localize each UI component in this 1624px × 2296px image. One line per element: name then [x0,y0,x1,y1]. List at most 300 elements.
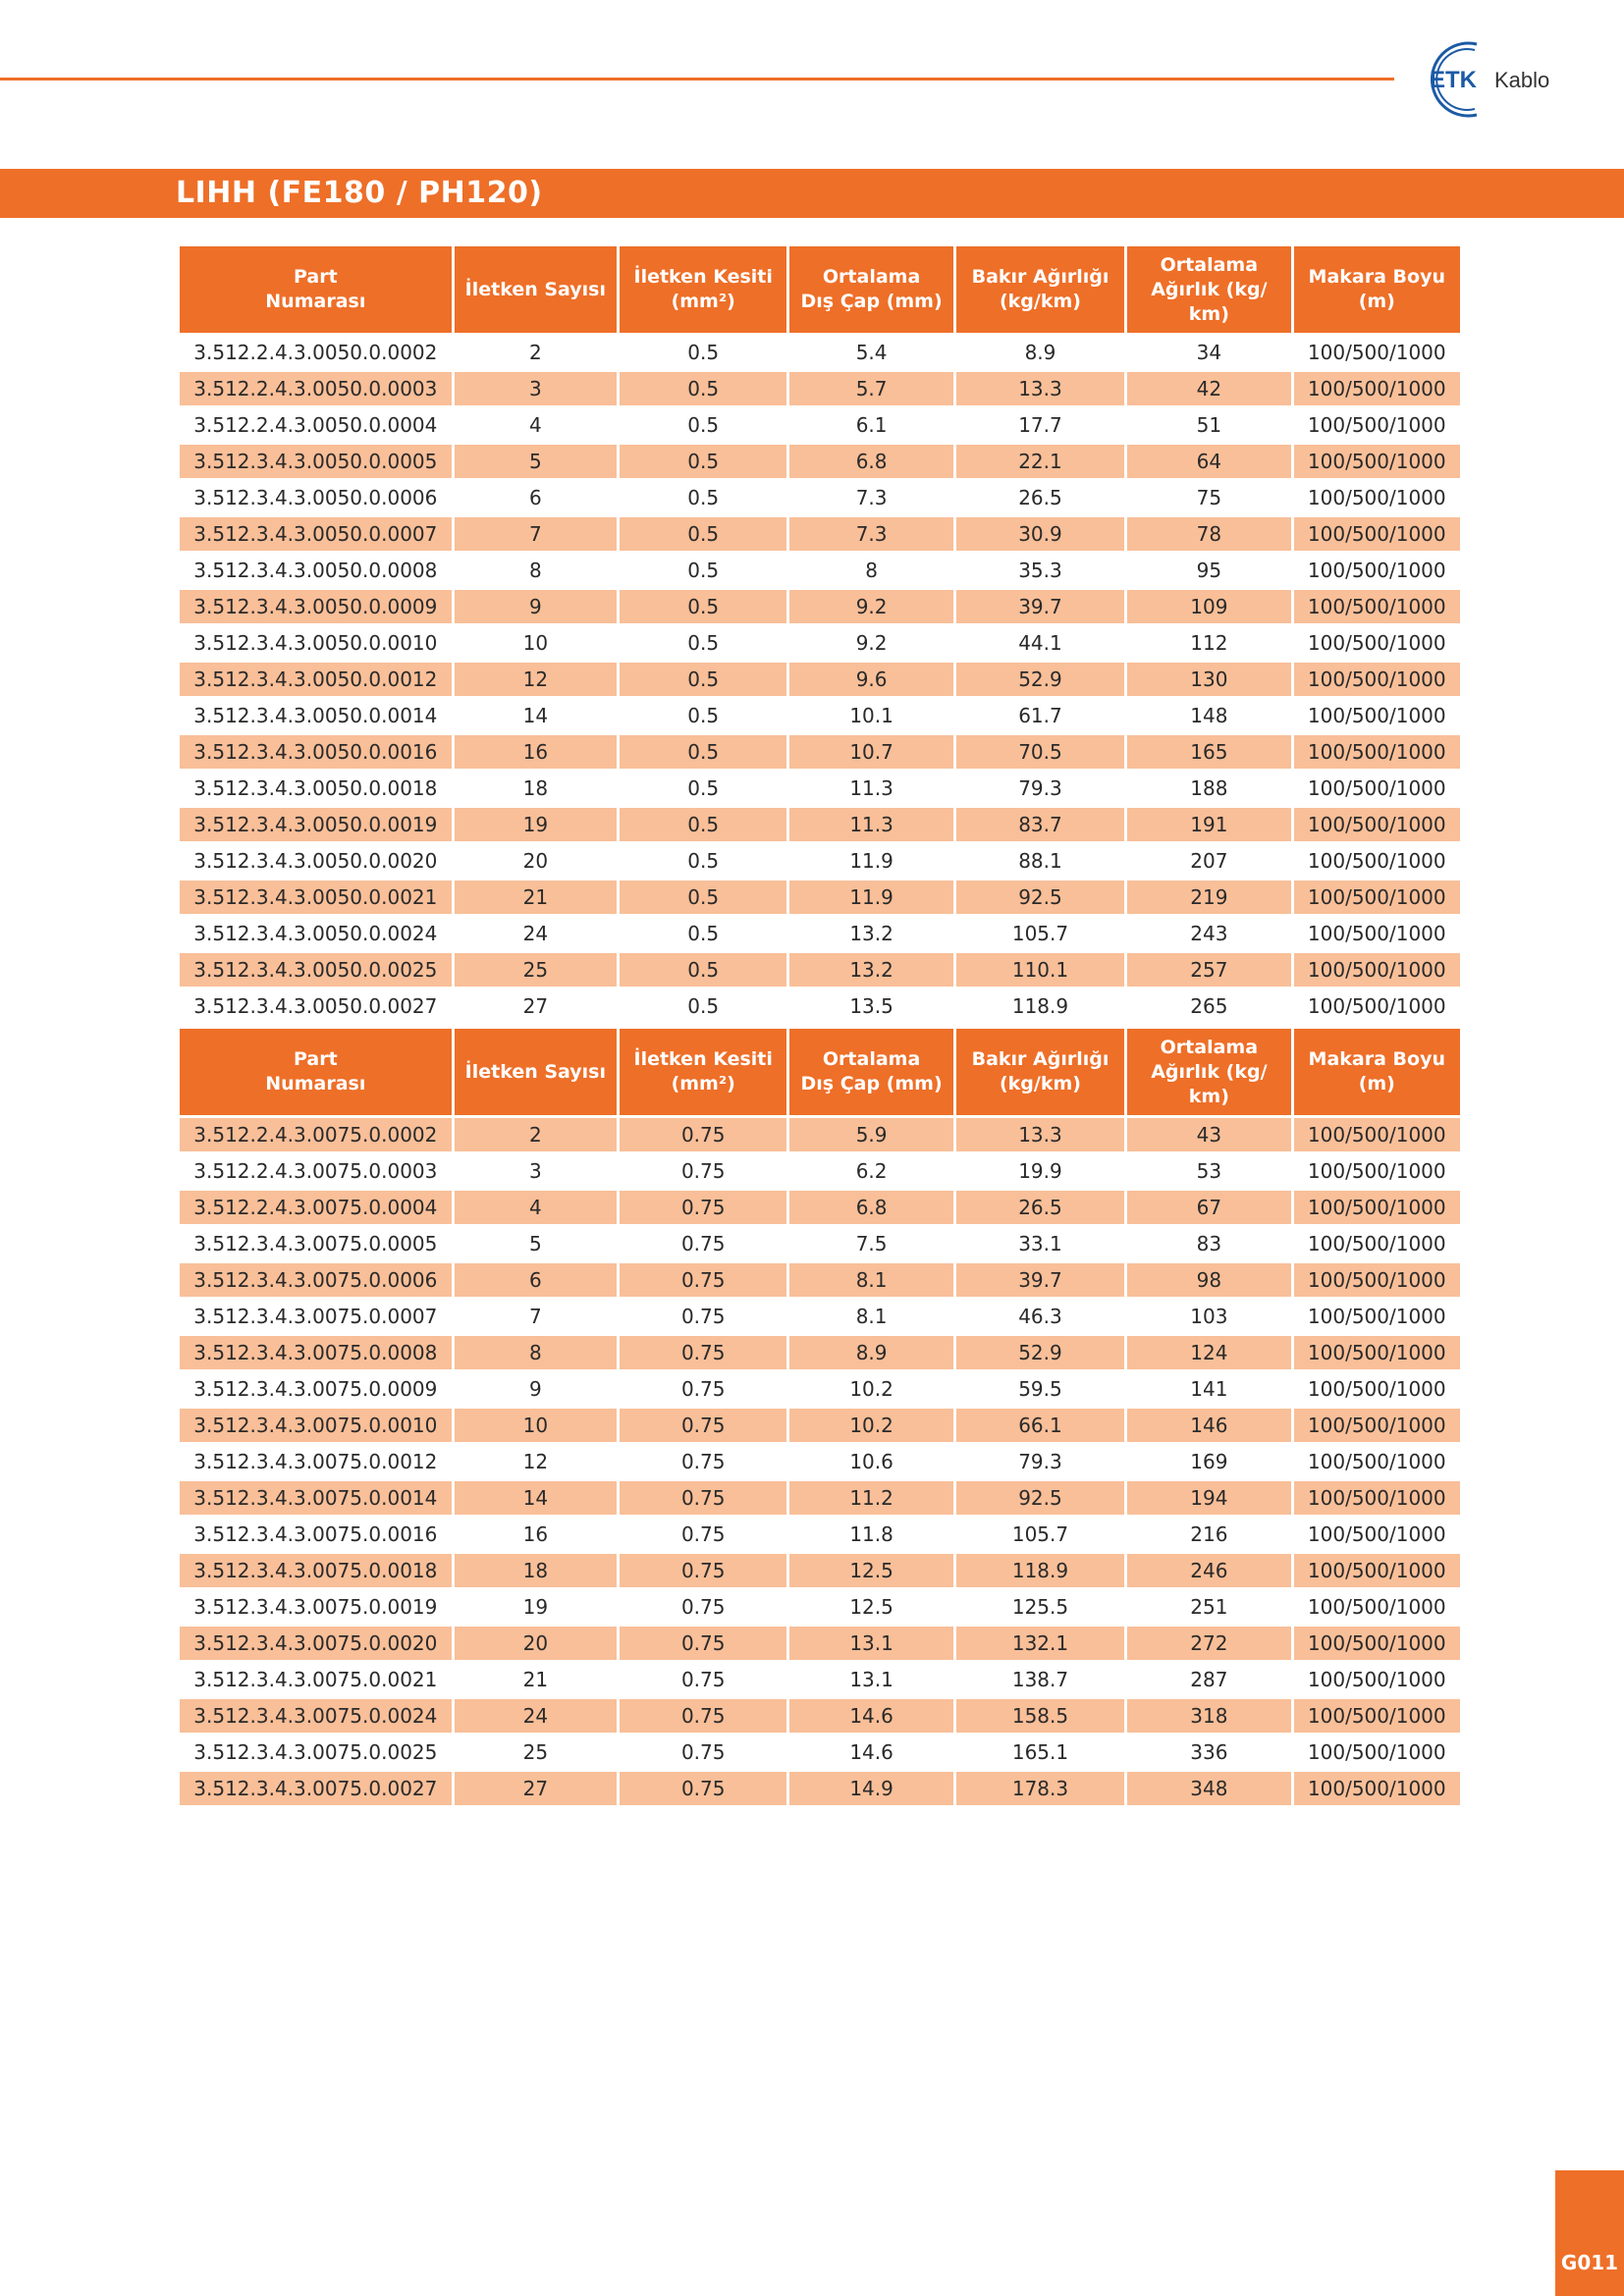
table-cell: 14 [455,1481,617,1515]
table-cell: 10.2 [789,1409,952,1442]
table-cell: 100/500/1000 [1294,445,1460,478]
table-cell: 10.6 [849,1450,893,1473]
table-cell: 24 [522,922,549,945]
table-cell: 3.512.3.4.3.0075.0.0024 [180,1699,452,1733]
table-cell: 7.3 [789,517,952,551]
table-cell: 21 [455,881,617,914]
table-cell: 100/500/1000 [1294,1772,1460,1805]
table-cell: 112 [1190,631,1228,655]
table-cell: 6 [528,486,542,509]
table-cell: 0.75 [620,1699,786,1733]
table-cell: 10.7 [789,735,952,769]
table-cell: 14.6 [849,1740,893,1764]
table-cell: 78 [1127,517,1290,551]
table-row [180,1699,1460,1733]
table-cell: 88.1 [1018,849,1062,873]
table-cell: 100/500/1000 [1307,1232,1446,1255]
table-cell: 3.512.3.4.3.0050.0.0007 [180,517,452,551]
table-cell: 3.512.3.4.3.0050.0.0020 [193,849,438,873]
table-cell: 100/500/1000 [1294,1699,1460,1733]
table-cell: 141 [1190,1377,1228,1401]
table-cell: 3.512.2.4.3.0050.0.0004 [193,413,438,437]
table-row [180,1191,1460,1224]
table-cell: 7 [528,1305,542,1328]
table-cell: 0.75 [620,1481,786,1515]
table-cell: 66.1 [956,1409,1124,1442]
table-row [180,1227,1460,1260]
table-cell: 118.9 [1011,994,1069,1018]
table-cell: 12 [522,1450,549,1473]
table-cell: 105.7 [1011,1522,1069,1546]
table-cell: 100/500/1000 [1294,735,1460,769]
title-band [0,169,1624,218]
table-cell: 3.512.3.4.3.0050.0.0016 [180,735,452,769]
table-cell: 3.512.3.4.3.0050.0.0025 [180,953,452,987]
table-cell: 3.512.2.4.3.0050.0.0003 [180,372,452,405]
table-cell: 0.75 [680,1232,726,1255]
table-cell: 5.9 [789,1118,952,1151]
table-cell: 148 [1190,704,1228,727]
table-cell: 14.9 [789,1772,952,1805]
table-cell: 100/500/1000 [1294,1263,1460,1297]
table-cell: 5.4 [855,341,888,364]
table-cell: 0.75 [680,1522,726,1546]
table-row [180,445,1460,478]
table-cell: 11.8 [849,1522,893,1546]
table-cell: 118.9 [956,1554,1124,1587]
table-cell: 17.7 [1018,413,1062,437]
table-cell: 16 [522,1522,549,1546]
table-cell: 13.1 [849,1668,893,1691]
table-cell: 318 [1127,1699,1290,1733]
table-cell: 100/500/1000 [1294,1118,1460,1151]
table-cell: 5 [455,445,617,478]
table-cell: 16 [455,735,617,769]
table-cell: 20 [522,849,549,873]
table-cell: 100/500/1000 [1294,663,1460,696]
page-number-tab [1555,2170,1624,2296]
table-cell: 25 [455,953,617,987]
table-cell: 25 [522,1740,549,1764]
table-cell: 11.2 [789,1481,952,1515]
table-cell: 5 [528,1232,542,1255]
table-cell: 9.2 [855,631,888,655]
table-cell: 348 [1127,1772,1290,1805]
table-cell: 0.5 [687,704,720,727]
table-cell: 26.5 [956,1191,1124,1224]
table-cell: 100/500/1000 [1294,1554,1460,1587]
table-cell: 3.512.3.4.3.0050.0.0012 [180,663,452,696]
table-cell: 3.512.3.4.3.0050.0.0006 [193,486,438,509]
table-header-row [180,246,1460,333]
table-cell: 8.1 [789,1263,952,1297]
table-cell: 100/500/1000 [1294,1627,1460,1660]
header-average-weight: Ortalama Ağırlık (kg/ km) [1127,1029,1290,1115]
table-cell: 191 [1127,808,1290,841]
table-cell: 12.5 [789,1554,952,1587]
table-cell: 4 [455,1191,617,1224]
table-cell: 3.512.3.4.3.0075.0.0010 [180,1409,452,1442]
table-cell: 33.1 [1018,1232,1062,1255]
table-row [180,1481,1460,1515]
table-cell: 0.5 [687,341,720,364]
table-cell: 100/500/1000 [1307,559,1446,582]
table-cell: 100/500/1000 [1307,776,1446,800]
table-cell: 6 [455,1263,617,1297]
table-cell: 100/500/1000 [1307,486,1446,509]
table-cell: 11.3 [849,776,893,800]
table-cell: 3.512.2.4.3.0075.0.0004 [180,1191,452,1224]
table-cell: 0.5 [620,881,786,914]
table-cell: 100/500/1000 [1294,1409,1460,1442]
table-cell: 0.75 [620,1336,786,1369]
table-row [180,1735,1460,1769]
table-cell: 79.3 [1018,776,1062,800]
table-row [180,372,1460,405]
header-copper-weight: Bakır Ağırlığı (kg/km) [956,1029,1124,1115]
table-row [180,1154,1460,1188]
table-cell: 92.5 [956,1481,1124,1515]
table-cell: 27 [522,994,549,1018]
table-cell: 8.9 [789,1336,952,1369]
table-cell: 169 [1190,1450,1228,1473]
table-cell: 3.512.3.4.3.0075.0.0012 [193,1450,438,1473]
table-cell: 0.5 [687,849,720,873]
table-cell: 3.512.3.4.3.0075.0.0020 [180,1627,452,1660]
table-cell: 132.1 [956,1627,1124,1660]
table-cell: 70.5 [956,735,1124,769]
table-cell: 146 [1127,1409,1290,1442]
table-cell: 13.2 [849,922,893,945]
logo-mark: ETK [1430,67,1477,93]
table-cell: 0.75 [620,1554,786,1587]
table-cell: 125.5 [1011,1595,1069,1619]
table-cell: 34 [1196,341,1222,364]
table-cell: 39.7 [956,1263,1124,1297]
table-cell: 11.9 [789,881,952,914]
table-cell: 6.1 [855,413,888,437]
table-row [180,1445,1460,1478]
table-cell: 3.512.3.4.3.0050.0.0021 [180,881,452,914]
table-cell: 8 [865,559,878,582]
table-cell: 18 [522,776,549,800]
logo-word: Kablo [1494,68,1550,92]
table-cell: 3.512.3.4.3.0075.0.0018 [180,1554,452,1587]
table-cell: 100/500/1000 [1307,341,1446,364]
table-cell: 257 [1127,953,1290,987]
table-cell: 8.9 [1024,341,1056,364]
table-cell: 39.7 [956,590,1124,623]
table-row [180,989,1460,1023]
table-row [180,517,1460,551]
table-cell: 3.512.2.4.3.0075.0.0002 [180,1118,452,1151]
table-cell: 22.1 [956,445,1124,478]
table-cell: 178.3 [956,1772,1124,1805]
table-cell: 3.512.3.4.3.0075.0.0009 [193,1377,438,1401]
table-cell: 3 [455,372,617,405]
table-cell: 13.5 [849,994,893,1018]
table-cell: 3.512.3.4.3.0050.0.0009 [180,590,452,623]
table-cell: 219 [1127,881,1290,914]
table-cell: 7 [455,517,617,551]
table-cell: 19 [455,808,617,841]
table-cell: 100/500/1000 [1307,1159,1446,1183]
table-cell: 0.75 [680,1159,726,1183]
table-cell: 61.7 [1018,704,1062,727]
table-cell: 43 [1127,1118,1290,1151]
table-cell: 3.512.2.4.3.0050.0.0002 [193,341,438,364]
table-cell: 100/500/1000 [1294,372,1460,405]
table-cell: 6.8 [789,1191,952,1224]
header-conductor-section: İletken Kesiti (mm²) [620,1029,786,1115]
table-cell: 3 [528,1159,542,1183]
table-row [180,917,1460,950]
table-cell: 44.1 [1018,631,1062,655]
table-cell: 194 [1127,1481,1290,1515]
table-cell: 3.512.3.4.3.0050.0.0014 [193,704,438,727]
table-cell: 9.6 [789,663,952,696]
table-cell: 100/500/1000 [1307,1740,1446,1764]
table-cell: 95 [1196,559,1222,582]
table-cell: 6.8 [789,445,952,478]
header-rule [0,78,1394,80]
header-average-weight: Ortalama Ağırlık (kg/ km) [1127,246,1290,333]
table-row [180,1627,1460,1660]
table-cell: 46.3 [1018,1305,1062,1328]
table-cell: 18 [455,1554,617,1587]
table-cell: 100/500/1000 [1307,413,1446,437]
table-cell: 100/500/1000 [1294,1336,1460,1369]
table-cell: 13.3 [956,1118,1124,1151]
page-title: LIHH (FE180 / PH120) [176,176,543,210]
table-cell: 9 [528,1377,542,1401]
table-row [180,408,1460,442]
table-row [180,1663,1460,1696]
table-cell: 138.7 [1011,1668,1069,1691]
table-cell: 100/500/1000 [1294,1481,1460,1515]
table-row [180,1263,1460,1297]
table-cell: 10 [522,631,549,655]
table-cell: 0.5 [620,808,786,841]
table-cell: 3.512.3.4.3.0075.0.0027 [180,1772,452,1805]
table-cell: 12.5 [849,1595,893,1619]
table-cell: 11.9 [849,849,893,873]
table-row [180,881,1460,914]
table-cell: 9.2 [789,590,952,623]
header-reel-length: Makara Boyu (m) [1294,246,1460,333]
table-cell: 100/500/1000 [1307,922,1446,945]
etk-kablo-logo [1418,34,1585,123]
table-cell: 0.5 [687,486,720,509]
table-cell: 11.3 [789,808,952,841]
table-cell: 0.75 [680,1377,726,1401]
table-cell: 3.512.3.4.3.0075.0.0019 [193,1595,438,1619]
table-cell: 3.512.3.4.3.0050.0.0027 [193,994,438,1018]
table-cell: 83 [1196,1232,1222,1255]
table-cell: 0.75 [680,1305,726,1328]
table-cell: 52.9 [956,1336,1124,1369]
table-cell: 0.5 [687,994,720,1018]
table-row [180,1336,1460,1369]
table-cell: 10.2 [849,1377,893,1401]
table-cell: 3.512.3.4.3.0075.0.0016 [193,1522,438,1546]
table-cell: 3.512.3.4.3.0075.0.0005 [193,1232,438,1255]
table-cell: 100/500/1000 [1307,1450,1446,1473]
table-cell: 19 [522,1595,549,1619]
table-cell: 251 [1190,1595,1228,1619]
header-outer-diameter: Ortalama Dış Çap (mm) [789,1029,952,1115]
table-cell: 8 [455,1336,617,1369]
table-row [180,1590,1460,1624]
table-row [180,554,1460,587]
table-cell: 8.1 [855,1305,888,1328]
table-cell: 243 [1190,922,1228,945]
spec-table-0.5mm [177,243,1463,1026]
table-cell: 3.512.3.4.3.0050.0.0008 [193,559,438,582]
table-cell: 100/500/1000 [1307,1522,1446,1546]
table-cell: 0.5 [620,953,786,987]
table-cell: 158.5 [956,1699,1124,1733]
table-cell: 98 [1127,1263,1290,1297]
table-row [180,699,1460,732]
table-cell: 130 [1127,663,1290,696]
table-cell: 2 [528,341,542,364]
table-cell: 0.75 [620,1772,786,1805]
table-cell: 100/500/1000 [1307,849,1446,873]
table-row [180,735,1460,769]
table-cell: 64 [1127,445,1290,478]
table-cell: 0.75 [620,1627,786,1660]
table-row [180,1772,1460,1805]
table-cell: 0.75 [620,1263,786,1297]
table-cell: 92.5 [956,881,1124,914]
table-row [180,1554,1460,1587]
table-cell: 2 [455,1118,617,1151]
table-cell: 7.5 [855,1232,888,1255]
table-cell: 12 [455,663,617,696]
table-row [180,1372,1460,1406]
table-cell: 0.75 [680,1740,726,1764]
table-row [180,808,1460,841]
table-cell: 6.2 [855,1159,888,1183]
table-row [180,1118,1460,1151]
table-cell: 3.512.3.4.3.0075.0.0014 [180,1481,452,1515]
table-cell: 21 [522,1668,549,1691]
table-cell: 75 [1196,486,1222,509]
table-cell: 3.512.3.4.3.0075.0.0007 [193,1305,438,1328]
table-cell: 30.9 [956,517,1124,551]
table-cell: 7.3 [855,486,888,509]
table-cell: 216 [1190,1522,1228,1546]
table-cell: 100/500/1000 [1294,881,1460,914]
table-cell: 0.75 [680,1668,726,1691]
table-row [180,1300,1460,1333]
table-cell: 100/500/1000 [1294,1191,1460,1224]
table-cell: 35.3 [1018,559,1062,582]
table-cell: 83.7 [956,808,1124,841]
table-cell: 3.512.3.4.3.0075.0.0021 [193,1668,438,1691]
table-cell: 9 [455,590,617,623]
table-cell: 3.512.3.4.3.0075.0.0006 [180,1263,452,1297]
header-outer-diameter: Ortalama Dış Çap (mm) [789,246,952,333]
table-cell: 13.2 [789,953,952,987]
table-cell: 188 [1190,776,1228,800]
table-cell: 0.5 [620,517,786,551]
table-cell: 265 [1190,994,1228,1018]
table-cell: 0.75 [680,1450,726,1473]
header-conductor-section: İletken Kesiti (mm²) [620,246,786,333]
table-cell: 3.512.2.4.3.0075.0.0003 [193,1159,438,1183]
table-cell: 42 [1127,372,1290,405]
table-cell: 3.512.3.4.3.0050.0.0018 [193,776,438,800]
table-header-row [180,1029,1460,1115]
header-copper-weight: Bakır Ağırlığı (kg/km) [956,246,1124,333]
table-cell: 100/500/1000 [1294,953,1460,987]
table-cell: 4 [528,413,542,437]
table-cell: 0.5 [687,631,720,655]
header-conductor-count: İletken Sayısı [455,1029,617,1115]
table-cell: 105.7 [1011,922,1069,945]
table-cell: 59.5 [1018,1377,1062,1401]
table-cell: 79.3 [1018,1450,1062,1473]
table-cell: 246 [1127,1554,1290,1587]
table-row [180,844,1460,878]
table-cell: 3.512.3.4.3.0050.0.0019 [180,808,452,841]
table-cell: 0.75 [620,1191,786,1224]
header-reel-length: Makara Boyu (m) [1294,1029,1460,1115]
table-cell: 8 [528,559,542,582]
table-cell: 100/500/1000 [1307,1377,1446,1401]
table-cell: 100/500/1000 [1294,517,1460,551]
table-cell: 3.512.3.4.3.0075.0.0025 [193,1740,438,1764]
table-cell: 3.512.3.4.3.0050.0.0005 [180,445,452,478]
header-conductor-count: İletken Sayısı [455,246,617,333]
table-cell: 109 [1127,590,1290,623]
table-row [180,1518,1460,1551]
table-cell: 336 [1190,1740,1228,1764]
header-part-number: Part Numarası [180,1029,452,1115]
table-cell: 100/500/1000 [1307,994,1446,1018]
table-cell: 0.5 [687,922,720,945]
table-row [180,481,1460,514]
table-cell: 0.75 [620,1118,786,1151]
table-cell: 0.5 [687,776,720,800]
table-cell: 272 [1127,1627,1290,1660]
table-cell: 100/500/1000 [1307,704,1446,727]
table-cell: 124 [1127,1336,1290,1369]
table-cell: 10.1 [849,704,893,727]
table-row [180,663,1460,696]
table-cell: 0.5 [687,559,720,582]
header-part-number: Part Numarası [180,246,452,333]
table-cell: 0.5 [620,590,786,623]
table-cell: 100/500/1000 [1307,1595,1446,1619]
spec-table-0.75mm [177,1026,1463,1808]
table-cell: 165 [1127,735,1290,769]
table-cell: 20 [455,1627,617,1660]
table-cell: 10 [455,1409,617,1442]
table-cell: 13.3 [956,372,1124,405]
table-cell: 51 [1196,413,1222,437]
table-cell: 100/500/1000 [1307,1668,1446,1691]
table-cell: 100/500/1000 [1294,808,1460,841]
table-row [180,626,1460,660]
table-cell: 26.5 [1018,486,1062,509]
table-cell: 14 [522,704,549,727]
table-cell: 110.1 [956,953,1124,987]
table-cell: 0.5 [620,735,786,769]
table-cell: 3.512.3.4.3.0075.0.0008 [180,1336,452,1369]
